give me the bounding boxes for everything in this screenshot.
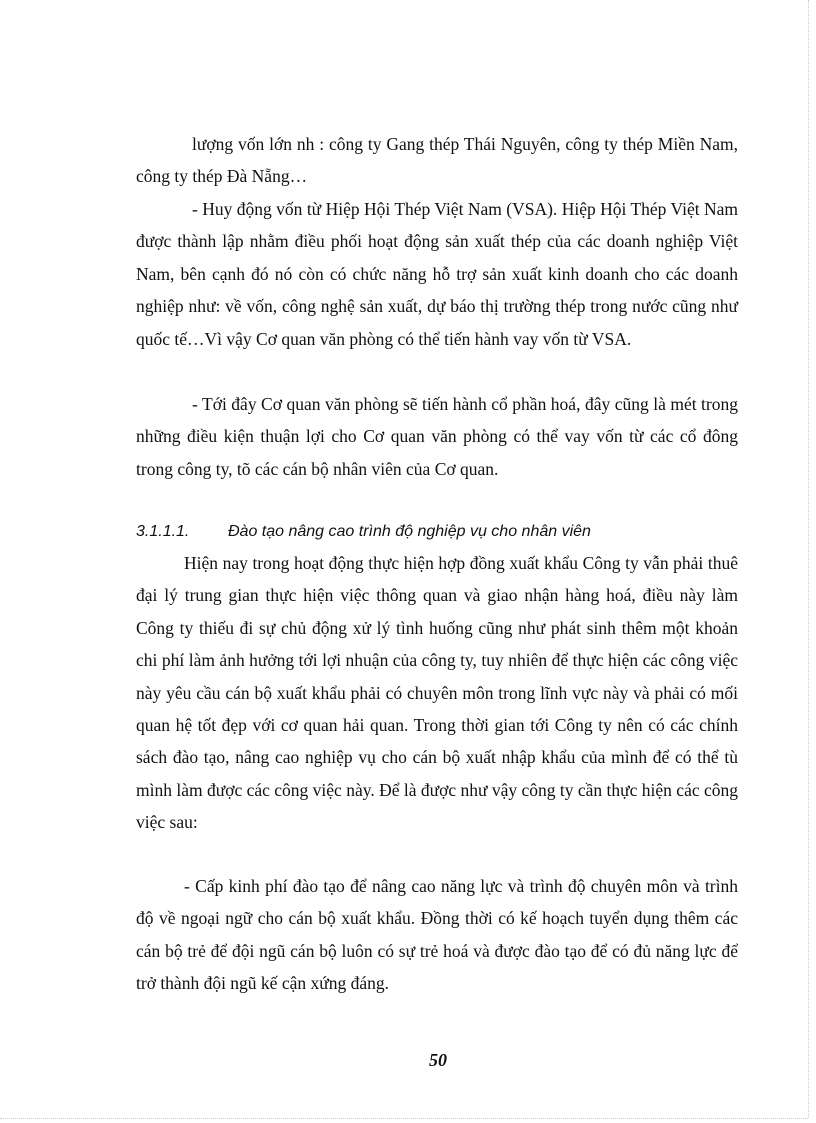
page-border-right: [808, 0, 809, 1118]
paragraph-capital-sources: lượng vốn lớn nh : công ty Gang thép Thái Nguyên, công ty thép Miền Nam, công ty thép Đà Nẵng…: [136, 134, 738, 187]
page-border-bottom: [0, 1118, 808, 1119]
paragraph-vsa-funding: - Huy động vốn từ Hiệp Hội Thép Việt Nam (VSA). Hiệp Hội Thép Việt Nam được thành lập nhằm điều phối hoạt động sản xuất thép của các doanh nghiệp Việt Nam, bên cạnh đó nó còn có chức năng hỗ trợ sản xuất kinh doanh cho các doanh nghiệp như: về vốn, công nghệ sản xuất, dự báo thị trường thép trong nước cũng như quốc tế…Vì vậy Cơ quan văn phòng có thể tiến hành vay vốn từ VSA.: [136, 199, 738, 349]
section-title: Đào tạo nâng cao trình độ nghiệp vụ cho nhân viên: [228, 523, 591, 540]
page-number: 50: [429, 1050, 447, 1070]
section-number: 3.1.1.1.: [136, 523, 190, 540]
paragraph-equitization: - Tới đây Cơ quan văn phòng sẽ tiến hành cổ phần hoá, đây cũng là mét trong những điều kiện thuận lợi cho Cơ quan văn phòng có thể vay vốn từ các cổ đông trong công ty, tõ các cán bộ nhân viên của Cơ quan.: [136, 394, 738, 479]
paragraph-training-need: Hiện nay trong hoạt động thực hiện hợp đồng xuất khẩu Công ty vẫn phải thuê đại lý trung gian thực hiện việc thông quan và giao nhận hàng hoá, điều này làm Công ty thiếu đi sự chủ động xử lý tình huống cũng như phát sinh thêm một khoản chi phí làm ảnh hưởng tới lợi nhuận của công ty, tuy nhiên để thực hiện các công việc này yêu cầu cán bộ xuất khẩu phải có chuyên môn trong lĩnh vực này và phải có mối quan hệ tốt đẹp với cơ quan hải quan. Trong thời gian tới Công ty nên có các chính sách đào tạo, nâng cao nghiệp vụ cho cán bộ xuất nhập khẩu của mình để có thể tù mình làm được các công việc này. Để là được như vậy công ty cần thực hiện các công việc sau:: [136, 553, 738, 833]
paragraph-training-funding: - Cấp kinh phí đào tạo để nâng cao năng lực và trình độ chuyên môn và trình độ về ngoại ngữ cho cán bộ xuất khẩu. Đồng thời có kế hoạch tuyển dụng thêm các cán bộ trẻ để đội ngũ cán bộ luôn có sự trẻ hoá và được đào tạo để có đủ năng lực để trở thành đội ngũ kế cận xứng đáng.: [136, 876, 738, 994]
section-heading: [136, 516, 738, 548]
